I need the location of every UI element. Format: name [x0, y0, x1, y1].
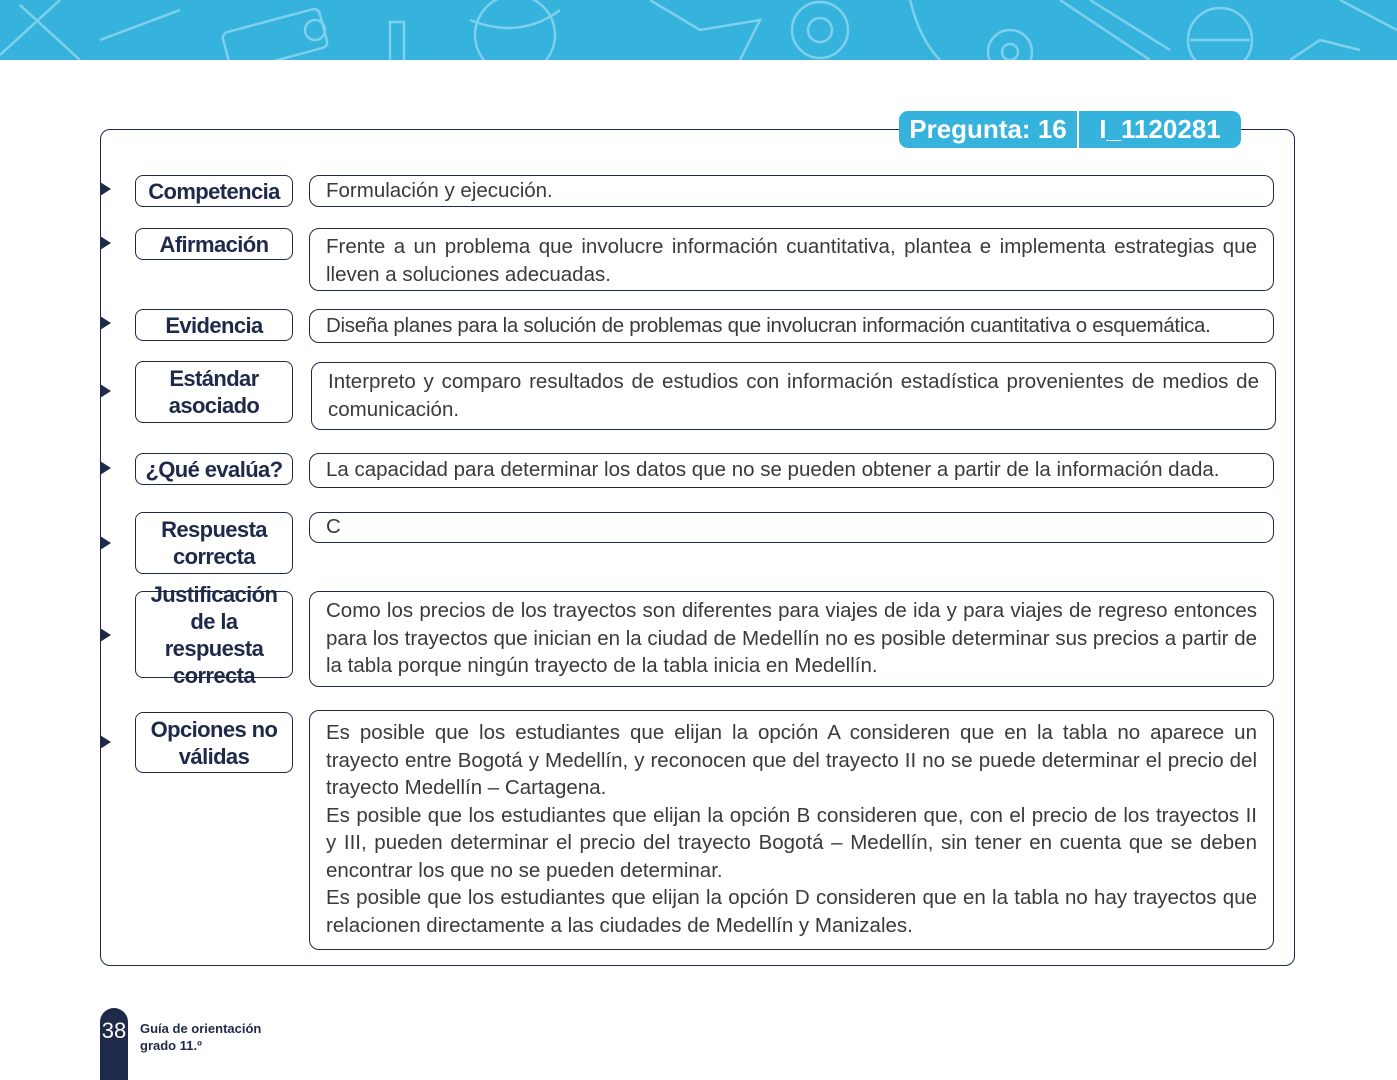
arrow-marker — [100, 182, 111, 196]
question-header — [899, 111, 1241, 148]
label-respuesta-correcta: Respuesta correcta — [135, 512, 293, 574]
content-estandar — [311, 362, 1276, 430]
arrow-marker — [100, 628, 111, 642]
label-justificacion: Justificación de la respuesta correcta — [135, 591, 293, 678]
guide-title-line2: grado 11.º — [140, 1038, 202, 1053]
option-a-explanation: Es posible que los estudiantes que elijan la opción A consideren que en la tabla no aparece un trayecto entre Bogotá y Medellín, y reconocen que del trayecto II no se puede determinar el precio del trayecto Medellín – Cartagena. — [326, 721, 1257, 799]
arrow-marker — [100, 735, 111, 749]
content-justificacion — [309, 591, 1274, 687]
item-code: I_1120281 — [1099, 114, 1221, 144]
content-text: Diseña planes para la solución de problemas que involucran información cuantitativa o esquemática. — [326, 314, 1211, 337]
page-number: 38 — [101, 1018, 127, 1043]
school-doodles-decoration — [0, 0, 1397, 60]
content-competencia — [309, 175, 1274, 207]
arrow-marker — [100, 461, 111, 475]
content-opciones-no-validas — [309, 710, 1274, 950]
label-estandar: Estándar asociado — [135, 361, 293, 423]
label-evidencia: Evidencia — [135, 309, 293, 341]
content-afirmacion — [309, 228, 1274, 291]
content-que-evalua — [309, 453, 1274, 488]
content-text: Como los precios de los trayectos son diferentes para viajes de ida y para viajes de regreso entonces para los trayectos que inician en la ciudad de Medellín no es posible determinar sus precios a partir de la tabla porque ningún trayecto de la tabla inicia en Medellín. — [326, 599, 1257, 677]
label-opciones-no-validas: Opciones no válidas — [135, 712, 293, 773]
question-number: Pregunta: 16 — [909, 114, 1067, 144]
top-banner — [0, 0, 1397, 60]
content-text: Interpreto y comparo resultados de estudios con información estadística provenientes de medios de comunicación. — [328, 370, 1259, 421]
arrow-marker — [100, 384, 111, 398]
content-respuesta-correcta — [309, 512, 1274, 543]
arrow-marker — [100, 316, 111, 330]
guide-title — [140, 1020, 261, 1054]
content-evidencia — [309, 309, 1274, 343]
arrow-marker — [100, 536, 111, 550]
content-text: Formulación y ejecución. — [326, 179, 553, 202]
option-b-explanation: Es posible que los estudiantes que elijan la opción B consideren que, con el precio de los trayectos II y III, pueden determinar el precio del trayecto Bogotá – Medellín, sin tener en cuenta que se deben encontrar los que no se pueden determinar. — [326, 803, 1257, 882]
page-number-tab — [100, 1008, 128, 1080]
option-d-explanation: Es posible que los estudiantes que elijan la opción D consideren que en la tabla no hay trayectos que relacionen directamente a las ciudades de Medellín y Manizales. — [326, 886, 1257, 937]
guide-title-line1: Guía de orientación — [140, 1021, 262, 1036]
content-text: Frente a un problema que involucre información cuantitativa, plantea e implementa estrategias que lleven a soluciones adecuadas. — [326, 235, 1257, 286]
label-afirmacion: Afirmación — [135, 228, 293, 260]
content-text: La capacidad para determinar los datos que no se pueden obtener a partir de la información dada. — [326, 458, 1220, 481]
arrow-marker — [100, 236, 111, 250]
label-competencia: Competencia — [135, 175, 293, 207]
content-text: C — [326, 515, 341, 538]
label-que-evalua: ¿Qué evalúa? — [135, 453, 293, 485]
